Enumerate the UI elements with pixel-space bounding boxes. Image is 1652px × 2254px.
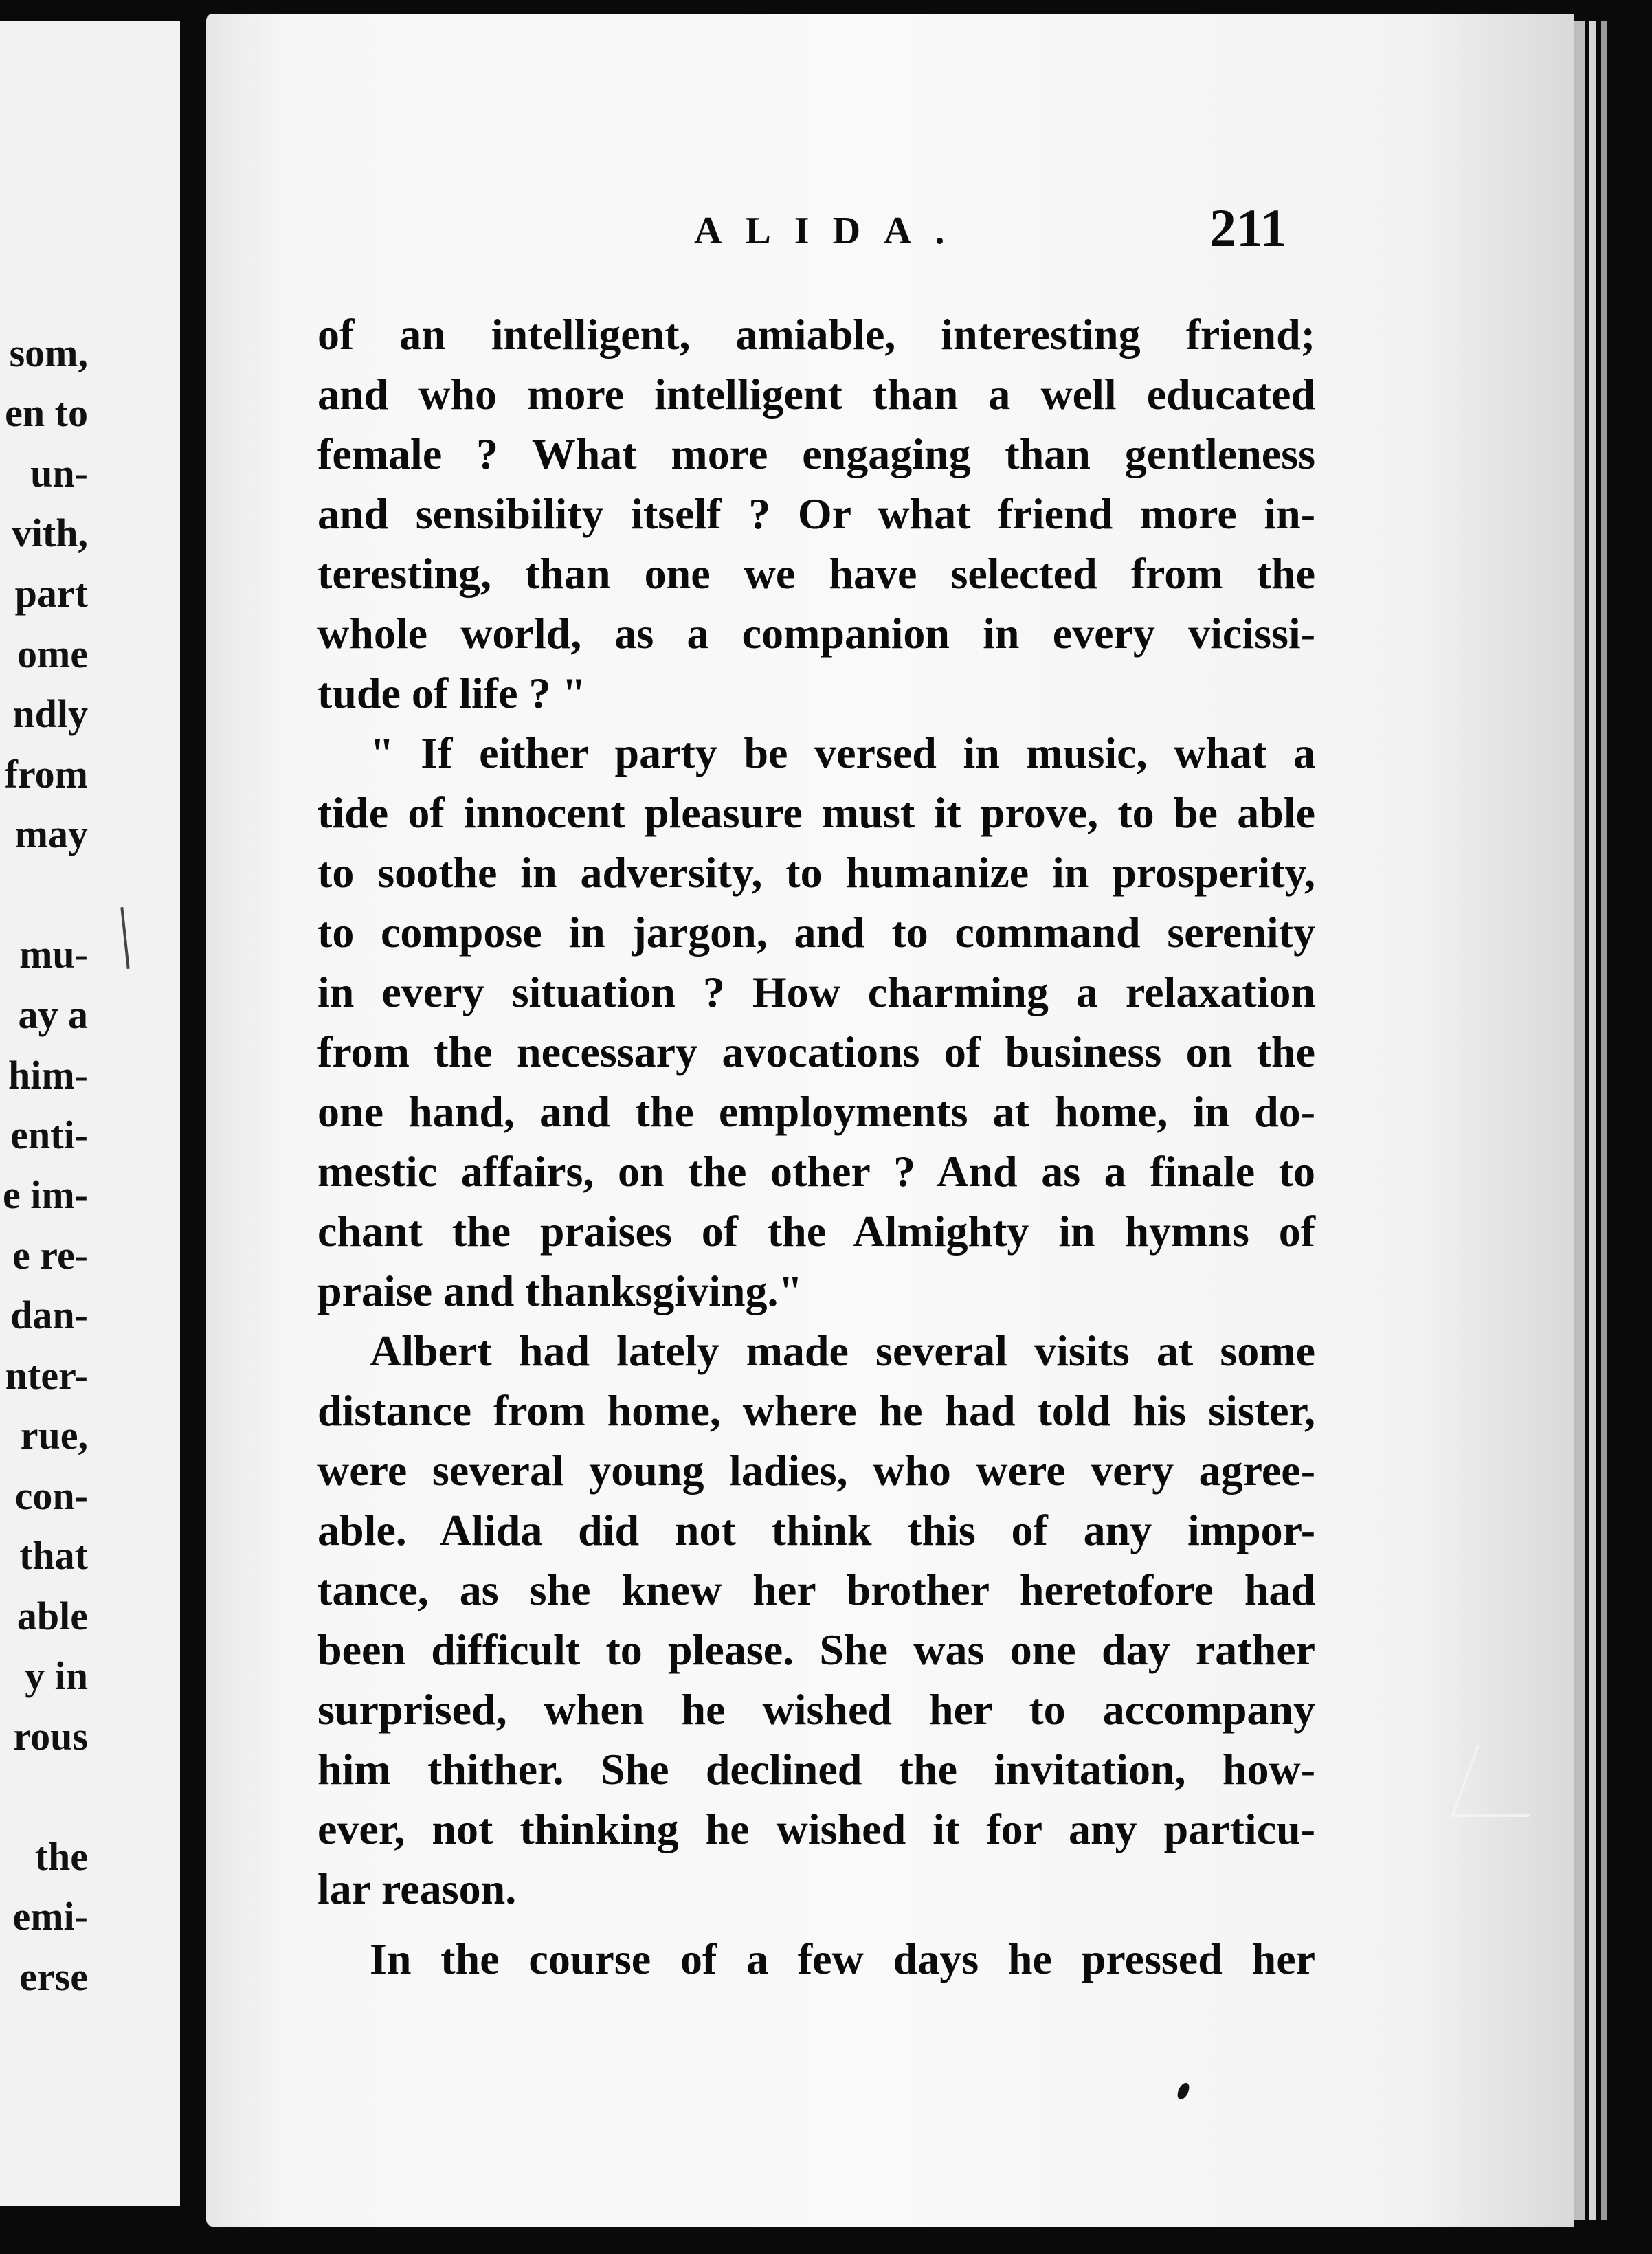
previous-page-edge	[0, 21, 180, 2206]
prev-page-fragment: that	[19, 1533, 88, 1578]
text-line: mestic affairs, on the other ? And as a finale to	[317, 1147, 1315, 1196]
text-line: and who more intelligent than a well educated	[317, 370, 1315, 419]
page-stack-edge	[1601, 21, 1607, 2220]
text-line: Albert had lately made several visits at some	[370, 1326, 1315, 1375]
text-line: to compose in jargon, and to command serenity	[317, 908, 1315, 957]
prev-page-fragment: the	[34, 1834, 88, 1879]
prev-page-fragment: ndly	[12, 691, 88, 736]
text-line: from the necessary avocations of business on the	[317, 1027, 1315, 1076]
text-line: " If either party be versed in music, what a	[370, 728, 1315, 777]
text-line: praise and thanksgiving."	[317, 1267, 803, 1315]
page-stack-edge	[1574, 21, 1585, 2220]
text-line: female ? What more engaging than gentleness	[317, 429, 1315, 478]
text-line: whole world, as a companion in every vicissi-	[317, 609, 1315, 658]
text-line: In the course of a few days he pressed her	[370, 1934, 1315, 1983]
prev-page-fragment: vith,	[11, 511, 88, 555]
prev-page-fragment: y in	[25, 1653, 88, 1698]
text-line: tude of life ? "	[317, 669, 587, 717]
prev-page-fragment: emi-	[12, 1894, 88, 1939]
text-line: able. Alida did not think this of any impor-	[317, 1506, 1315, 1554]
prev-page-fragment: ome	[16, 632, 88, 676]
running-title: ALIDA.	[694, 210, 968, 252]
text-line: one hand, and the employments at home, in do-	[317, 1087, 1315, 1136]
prev-page-fragment: rue,	[20, 1413, 88, 1458]
text-line: ever, not thinking he wished it for any particu-	[317, 1805, 1315, 1853]
prev-page-fragment: som,	[9, 331, 88, 375]
prev-page-fragment: erse	[19, 1954, 88, 1999]
text-line: teresting, than one we have selected from the	[317, 549, 1315, 598]
text-line: in every situation ? How charming a relaxation	[317, 968, 1315, 1016]
prev-page-fragment: part	[14, 571, 88, 616]
page-stack-edge	[1589, 21, 1596, 2220]
prev-page-fragment: e re-	[12, 1233, 88, 1277]
text-line: to soothe in adversity, to humanize in prosperity,	[317, 848, 1315, 897]
text-line: chant the praises of the Almighty in hymns of	[317, 1207, 1315, 1256]
prev-page-fragment: enti-	[10, 1113, 88, 1157]
prev-page-fragment: en to	[5, 390, 88, 435]
text-line: tance, as she knew her brother heretofore had	[317, 1565, 1315, 1614]
text-line: lar reason.	[317, 1864, 517, 1913]
prev-page-fragment: may	[14, 812, 88, 856]
text-line: distance from home, where he had told his sister,	[317, 1386, 1315, 1435]
text-line: tide of innocent pleasure must it prove, to be able	[317, 788, 1315, 837]
prev-page-fragment: him-	[8, 1053, 88, 1097]
prev-page-fragment: e im-	[3, 1172, 88, 1217]
text-line: were several young ladies, who were very agree-	[317, 1446, 1315, 1495]
text-line: surprised, when he wished her to accompany	[317, 1685, 1315, 1734]
text-line: him thither. She declined the invitation, how-	[317, 1745, 1315, 1794]
prev-page-fragment: mu-	[19, 932, 88, 977]
text-line: been difficult to please. She was one day rather	[317, 1625, 1315, 1674]
prev-page-fragment: un-	[30, 451, 88, 495]
prev-page-fragment: from	[4, 752, 88, 796]
prev-page-fragment: rous	[13, 1714, 88, 1759]
text-line: and sensibility itself ? Or what friend more in-	[317, 489, 1315, 538]
text-line: of an intelligent, amiable, interesting friend;	[317, 310, 1315, 359]
prev-page-fragment: ay a	[18, 992, 88, 1037]
prev-page-fragment: dan-	[10, 1293, 88, 1337]
prev-page-fragment: able	[16, 1594, 88, 1638]
page-number: 211	[1209, 198, 1287, 258]
pencil-mark	[120, 907, 129, 969]
prev-page-fragment: con-	[14, 1473, 88, 1518]
prev-page-fragment: nter-	[5, 1353, 88, 1398]
